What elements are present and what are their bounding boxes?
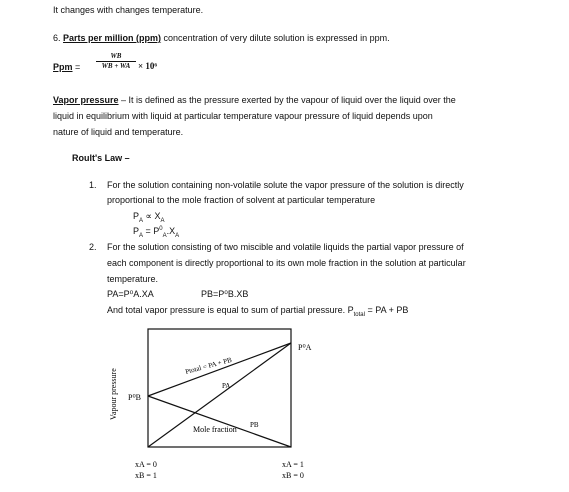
vapor-line-2: liquid in equilibrium with liquid at particular temperature vapour pressure of liquid depends upon <box>53 111 433 121</box>
raoult-heading: Roult's Law – <box>72 153 130 163</box>
total-text: And total vapor pressure is equal to sum of partial pressure. P <box>107 305 354 315</box>
item2-line-1: For the solution consisting of two miscible and volatile liquids the partial vapor pressure of <box>107 242 464 252</box>
formula2-p: P <box>133 226 140 236</box>
vapor-title: Vapor pressure <box>53 95 119 105</box>
item2-line-2: each component is directly proportional to its own mole fraction in the solution at particular <box>107 258 466 268</box>
x-axis-label: Mole fraction <box>193 425 237 434</box>
left-x-a: xA = 0 <box>135 460 157 469</box>
ppm-label: Ppm <box>53 62 73 72</box>
formula1-p: P <box>133 211 140 221</box>
pb-formula: PB=P⁰B.XB <box>201 289 249 299</box>
item2-number: 2. <box>89 242 97 252</box>
ppm-numerator: WB <box>110 52 122 60</box>
right-x-b: xB = 0 <box>282 471 304 480</box>
left-x-b: xB = 1 <box>135 471 157 480</box>
ppm-times: × 10⁶ <box>138 61 158 71</box>
ppm-text: concentration of very dilute solution is expressed in ppm. <box>161 33 390 43</box>
formula1-p-sub: A <box>139 217 144 224</box>
total-end: = PA + PB <box>364 305 409 315</box>
total-sub: total <box>353 311 365 318</box>
ppm-number: 6. <box>53 33 61 43</box>
item1-line-2: proportional to the mole fraction of solvent at particular temperature <box>107 195 376 205</box>
ppm-eq: = <box>72 62 81 72</box>
ptotal-label: Ptotal = PA + PB <box>184 355 233 376</box>
formula1-sym: ∝ X <box>143 211 161 221</box>
ppm-denominator: WB + WA <box>101 62 131 70</box>
pb-label: PB <box>250 421 259 429</box>
vapor-line-3: nature of liquid and temperature. <box>53 127 184 137</box>
pa-formula: PA=P⁰A.XA <box>107 289 154 299</box>
pa-label: PA <box>222 382 231 390</box>
text-temperature-change: It changes with changes temperature. <box>53 5 204 15</box>
formula2-end: .X <box>166 226 176 236</box>
ptotal-line <box>148 343 291 396</box>
y-axis-label: Vapour pressure <box>109 368 118 420</box>
pa0-label: P⁰A <box>298 343 312 352</box>
pb0-label: P⁰B <box>128 393 141 402</box>
formula2-sup: 0 <box>159 226 163 232</box>
formula1-x-sub: A <box>160 217 165 224</box>
formula2-sub2: A <box>162 232 167 239</box>
item1-line-1: For the solution containing non-volatile solute the vapor pressure of the solution is directly <box>107 180 464 190</box>
formula2-end-sub: A <box>175 232 180 239</box>
pb-line <box>148 396 291 447</box>
vapor-text-1: – It is defined as the pressure exerted by the vapour of liquid over the liquid over the <box>118 95 456 105</box>
formula2-eq: = P <box>143 226 160 236</box>
item1-number: 1. <box>89 180 97 190</box>
right-x-a: xA = 1 <box>282 460 304 469</box>
item2-line-3: temperature. <box>107 274 159 284</box>
formula2-p-sub: A <box>139 232 144 239</box>
ppm-title: Parts per million (ppm) <box>63 33 162 43</box>
